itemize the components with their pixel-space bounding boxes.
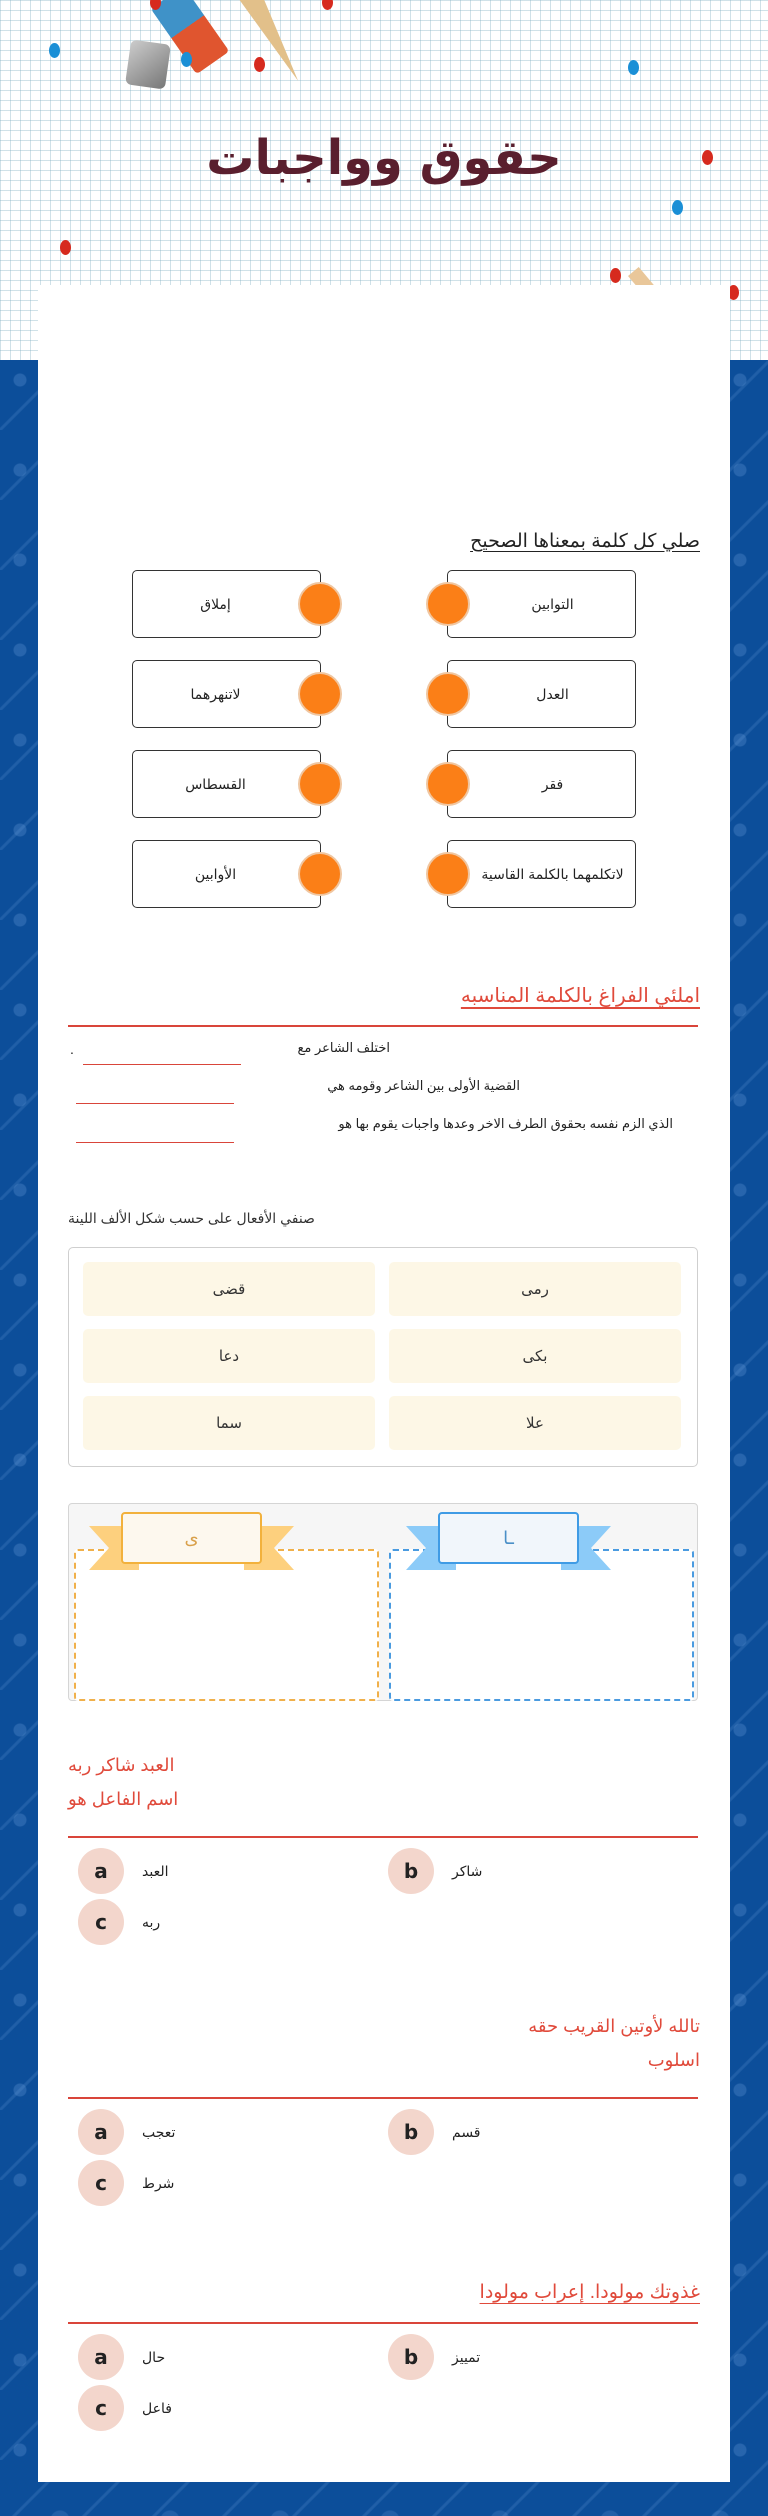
match-left-label: الأوابين <box>194 865 237 882</box>
matching-instruction: صلي كل كلمة بمعناها الصحيح <box>470 531 700 552</box>
match-connector-dot[interactable] <box>426 582 470 626</box>
match-right-item[interactable] <box>447 660 636 728</box>
option-badge-c: c <box>78 2160 124 2206</box>
match-left-label: القسطاس <box>185 775 246 792</box>
blue-dot-decoration <box>181 52 192 67</box>
red-dot-decoration <box>60 240 71 255</box>
question-2-text <box>528 2009 700 2077</box>
question-1-text <box>68 1748 178 1816</box>
option-text: تعجب <box>142 2123 176 2140</box>
option-text: قسم <box>452 2123 481 2140</box>
bin-ribbon-alef <box>406 1512 611 1570</box>
option-a[interactable] <box>78 1848 168 1894</box>
drop-zone-alef[interactable] <box>389 1549 694 1701</box>
match-connector-dot[interactable] <box>298 762 342 806</box>
section-divider <box>68 2097 698 2099</box>
option-b[interactable] <box>388 2334 480 2380</box>
question-line: العبد شاكر ربه <box>68 1755 175 1775</box>
match-left-item[interactable] <box>132 750 321 818</box>
draggable-word[interactable]: بكى <box>389 1329 681 1383</box>
question-line: اسلوب <box>647 2050 700 2070</box>
option-a[interactable] <box>78 2109 175 2155</box>
draggable-word[interactable]: دعا <box>83 1329 375 1383</box>
option-c[interactable] <box>78 1899 160 1945</box>
fill-blanks-title: املئي الفراغ بالكلمة المناسبه <box>460 985 700 1007</box>
sort-items-pool <box>68 1247 698 1467</box>
match-left-label: إملاق <box>200 595 231 612</box>
option-badge-a: a <box>78 2109 124 2155</box>
option-text: حال <box>142 2348 166 2365</box>
draggable-word[interactable]: علا <box>389 1396 681 1450</box>
option-text: العبد <box>142 1862 169 1879</box>
page-title: حقوق وواجبات <box>206 130 562 186</box>
bin-label: ى <box>121 1512 262 1564</box>
blue-dot-decoration <box>628 60 639 75</box>
match-right-label: التوابين <box>531 595 574 612</box>
section-divider <box>68 1025 698 1027</box>
question-line: اسم الفاعل هو <box>68 1789 179 1809</box>
blue-dot-decoration <box>49 43 60 58</box>
match-left-label: لاتنهرهما <box>190 685 241 702</box>
match-left-item[interactable] <box>132 840 321 908</box>
blue-dot-decoration <box>672 200 683 215</box>
section-divider <box>68 1836 698 1838</box>
blank-input-2[interactable] <box>76 1084 234 1104</box>
drop-zone-ya[interactable] <box>74 1549 379 1701</box>
option-c[interactable] <box>78 2385 172 2431</box>
blank-sentence: اختلف الشاعر مع <box>297 1040 390 1055</box>
sentence-period: . <box>70 1041 74 1057</box>
option-text: فاعل <box>142 2399 172 2416</box>
match-connector-dot[interactable] <box>298 852 342 896</box>
blank-sentence: الذي الزم نفسه بحقوق الطرف الاخر وعدها واجبات يقوم بها هو <box>338 1116 673 1131</box>
draggable-word[interactable]: قضى <box>83 1262 375 1316</box>
worksheet-card <box>38 285 730 2482</box>
bin-label: ـا <box>438 1512 579 1564</box>
draggable-word[interactable]: رمى <box>389 1262 681 1316</box>
match-right-label: العدل <box>536 685 569 702</box>
red-dot-decoration <box>610 268 621 283</box>
match-right-label: فقر <box>541 775 564 792</box>
match-right-item[interactable] <box>447 840 636 908</box>
option-text: تمييز <box>452 2348 481 2365</box>
option-b[interactable] <box>388 2109 481 2155</box>
option-a[interactable] <box>78 2334 165 2380</box>
match-right-item[interactable] <box>447 570 636 638</box>
option-text: شاكر <box>452 1862 483 1879</box>
blank-sentence: القضية الأولى بين الشاعر وقومه هي <box>327 1078 520 1093</box>
match-connector-dot[interactable] <box>426 672 470 716</box>
question-line: تالله لأوتين القريب حقه <box>528 2016 700 2036</box>
option-c[interactable] <box>78 2160 174 2206</box>
option-text: شرط <box>142 2174 175 2191</box>
option-b[interactable] <box>388 1848 482 1894</box>
blank-input-1[interactable] <box>83 1045 241 1065</box>
option-badge-a: a <box>78 1848 124 1894</box>
match-right-label: لاتكلمهما بالكلمة القاسية <box>481 865 624 882</box>
bin-ribbon-ya <box>89 1512 294 1570</box>
match-connector-dot[interactable] <box>426 852 470 896</box>
match-right-item[interactable] <box>447 750 636 818</box>
red-dot-decoration <box>254 57 265 72</box>
question-3-text: غذوتك مولودا. إعراب مولودا <box>479 2282 700 2303</box>
option-badge-b: b <box>388 2109 434 2155</box>
match-left-item[interactable] <box>132 570 321 638</box>
sharpener-decoration <box>125 39 171 89</box>
option-badge-b: b <box>388 1848 434 1894</box>
section-divider <box>68 2322 698 2324</box>
match-left-item[interactable] <box>132 660 321 728</box>
option-badge-c: c <box>78 1899 124 1945</box>
sort-bins-area <box>68 1503 698 1701</box>
sort-instruction: صنفي الأفعال على حسب شكل الألف اللينة <box>68 1210 315 1226</box>
option-badge-a: a <box>78 2334 124 2380</box>
option-badge-b: b <box>388 2334 434 2380</box>
match-connector-dot[interactable] <box>298 672 342 716</box>
blank-input-3[interactable] <box>76 1123 234 1143</box>
match-connector-dot[interactable] <box>298 582 342 626</box>
match-connector-dot[interactable] <box>426 762 470 806</box>
option-badge-c: c <box>78 2385 124 2431</box>
option-text: ربه <box>142 1913 161 1930</box>
draggable-word[interactable]: سما <box>83 1396 375 1450</box>
